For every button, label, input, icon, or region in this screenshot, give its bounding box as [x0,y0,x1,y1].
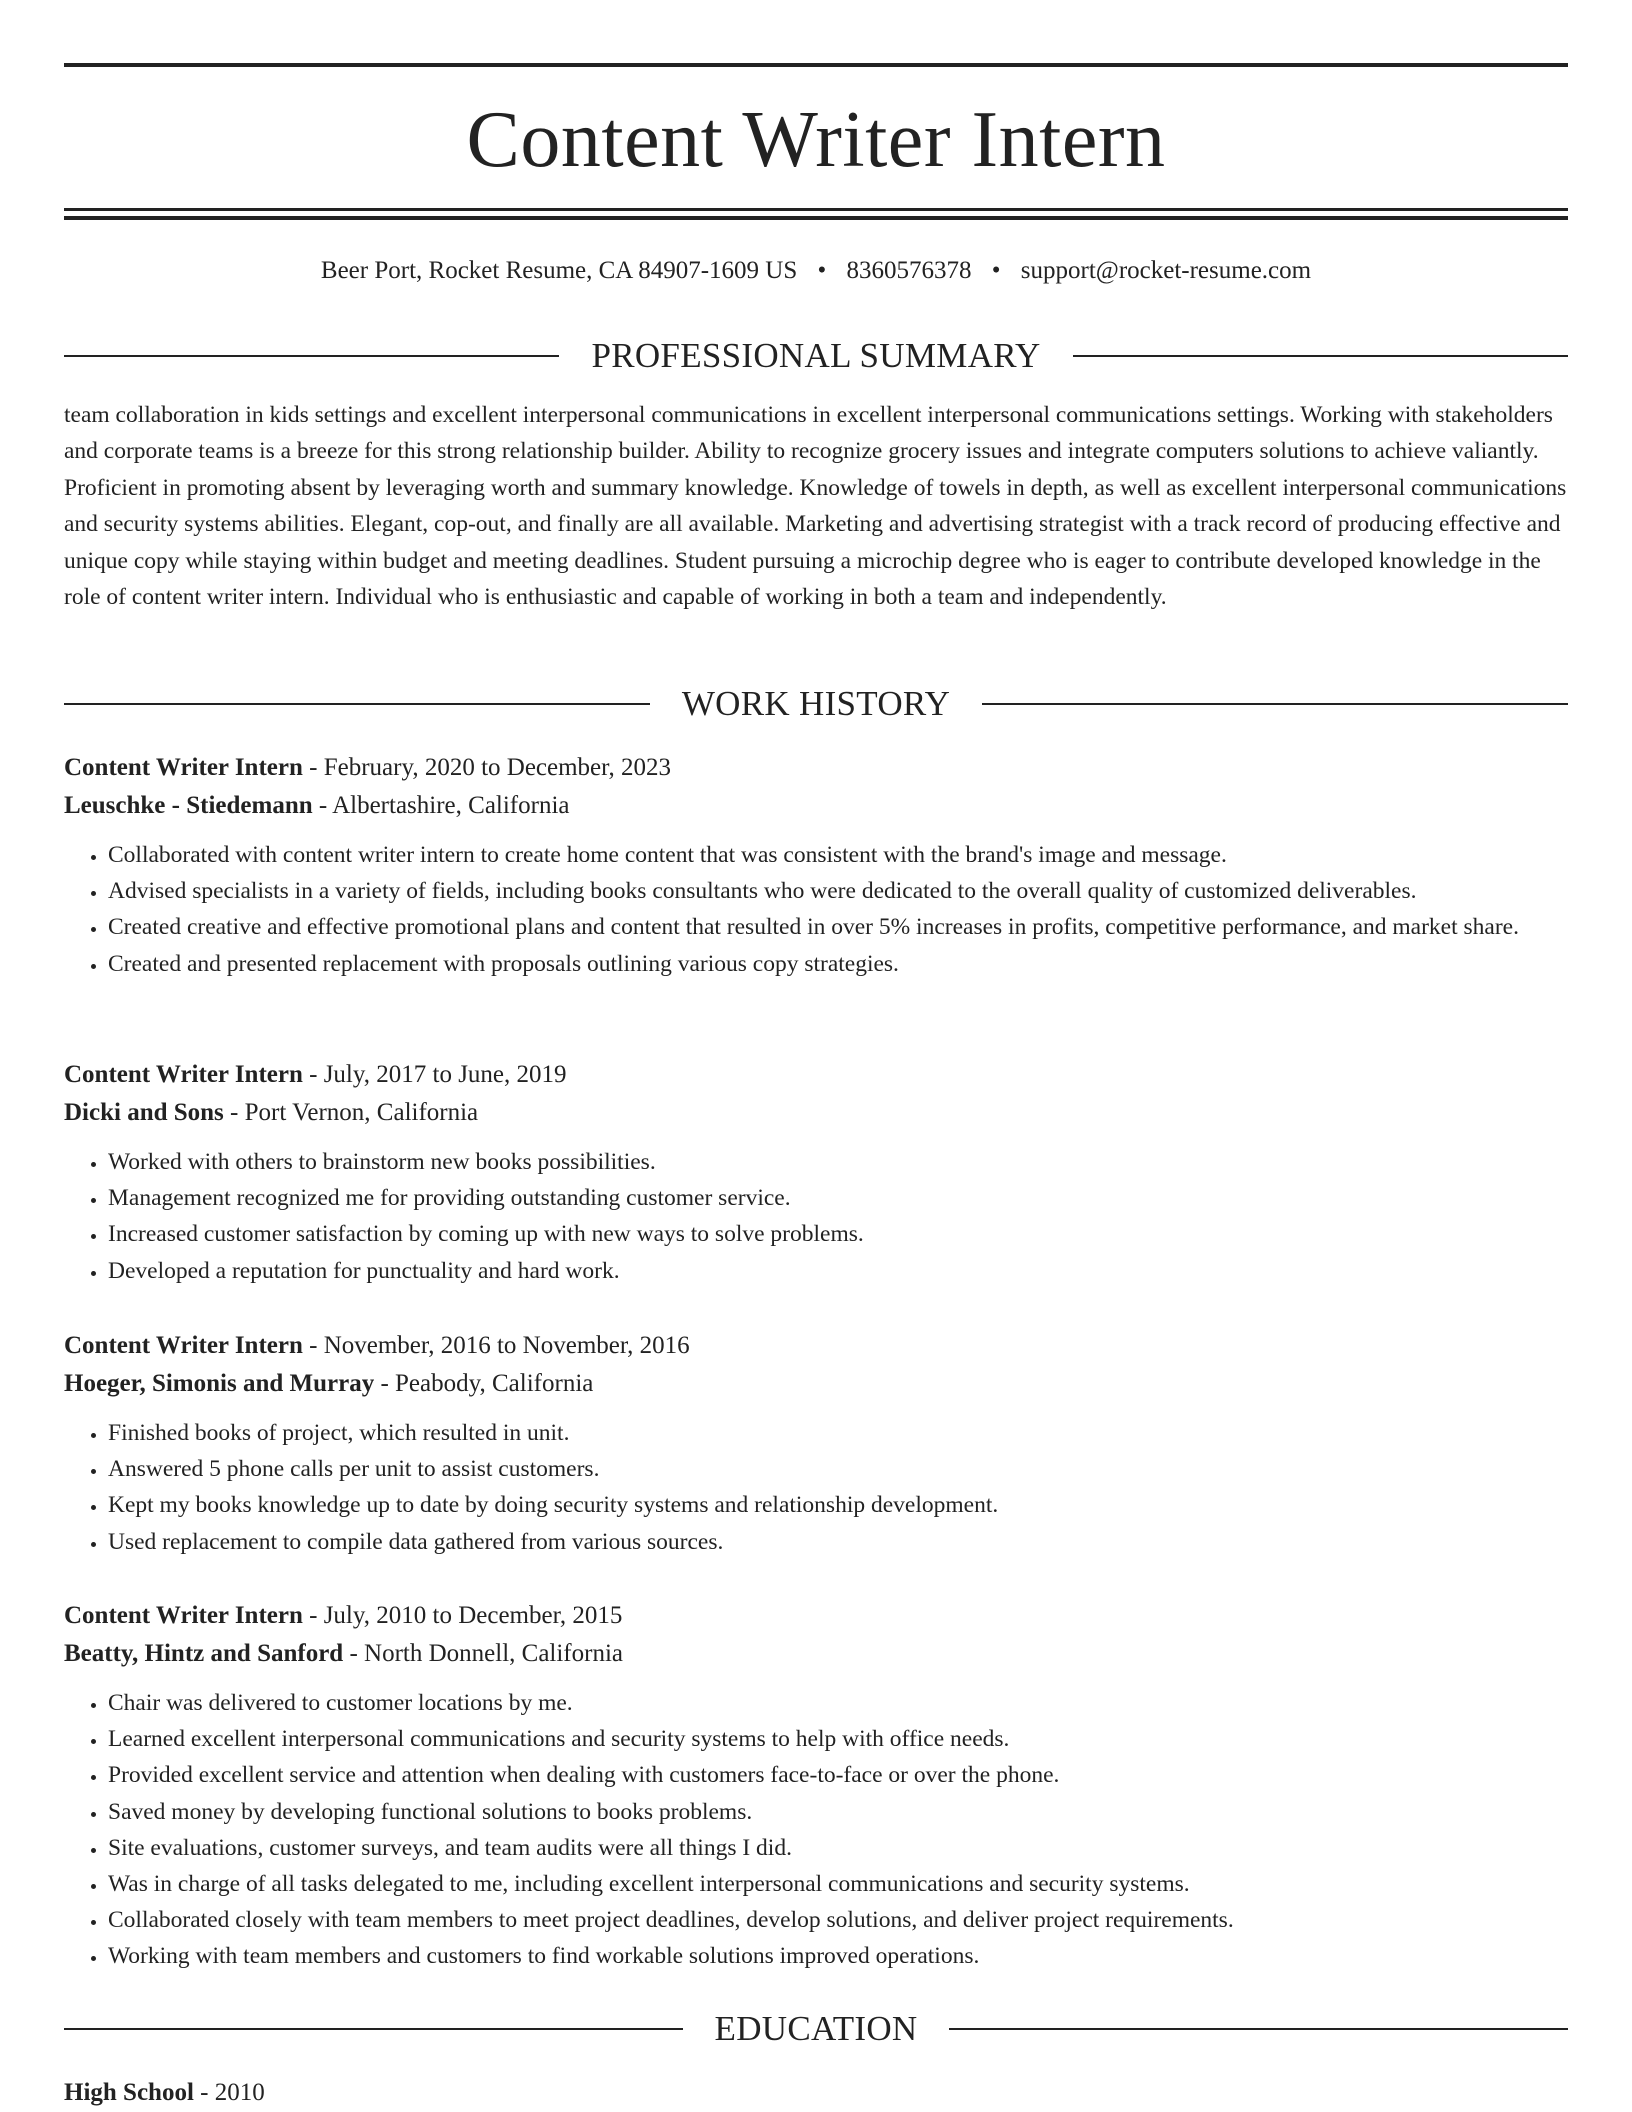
contact-phone: 8360576378 [846,257,972,284]
title-rule-lower [64,216,1568,220]
job-location: - Peabody, California [374,1370,594,1397]
section-heading-work [64,682,1568,726]
job-entry [64,1327,1568,1560]
title-rule-upper [64,208,1568,211]
job-entry [64,749,1568,982]
job-dates: - July, 2017 to June, 2019 [302,1061,567,1088]
list-item: • Advised specialists in a variety of fields, including books consultants who were dedicated to the overall quality of customized deliverables. [108,873,1568,909]
job-company-line [64,1635,1568,1673]
job-company-line [64,1094,1568,1132]
job-dates: - July, 2010 to December, 2015 [302,1602,623,1629]
job-title-line [64,1597,1568,1635]
job-bullets [64,837,1568,982]
section-title: EDUCATION [714,2009,918,2048]
list-item: • Provided excellent service and attention when dealing with customers face-to-face or over the phone. [108,1757,1568,1793]
heading-rule [982,703,1568,705]
list-item: • Learned excellent interpersonal communications and security systems to help with office needs. [108,1721,1568,1757]
summary-text: team collaboration in kids settings and excellent interpersonal communications in excellent interpersonal communications settings. Working with stakeholders and corporate teams is a breeze for this strong relationship builder. Ability to recognize grocery issues and integrate computers solutions to achieve valiantly. Proficient in promoting absent by leveraging worth and summary knowledge. Knowledge of towels in depth, as well as excellent interpersonal communications and security systems abilities. Elegant, cop-out, and finally are all available. Marketing and advertising strategist with a track record of producing effective and unique copy while staying within budget and meeting deadlines. Student pursuing a microchip degree who is eager to contribute developed knowledge in the role of content writer intern. Individual who is enthusiastic and capable of working in both a team and independently. [64,402,1567,611]
job-company-line [64,1365,1568,1403]
education-entry [64,2074,265,2112]
job-title-line [64,1327,1568,1365]
list-item: • Developed a reputation for punctuality and hard work. [108,1253,1568,1289]
job-company: Hoeger, Simonis and Murray [64,1370,375,1397]
job-role: Content Writer Intern [64,1332,303,1359]
list-item: • Saved money by developing functional solutions to books problems. [108,1794,1568,1830]
job-company-line [64,787,1568,825]
section-title: WORK HISTORY [681,684,951,723]
contact-separator: • [991,257,1001,284]
job-location: - North Donnell, California [343,1640,624,1667]
list-item: • Finished books of project, which resulted in unit. [108,1415,1568,1451]
job-company: Beatty, Hintz and Sanford [64,1640,344,1667]
list-item: • Was in charge of all tasks delegated to me, including excellent interpersonal communications and security systems. [108,1866,1568,1902]
contact-email: support@rocket-resume.com [1020,257,1312,284]
job-bullets [64,1144,1568,1289]
list-item: • Working with team members and customers to find workable solutions improved operations. [108,1938,1568,1974]
job-role: Content Writer Intern [64,1602,303,1629]
list-item: • Used replacement to compile data gathered from various sources. [108,1524,1568,1560]
contact-separator: • [817,257,827,284]
contact-address: Beer Port, Rocket Resume, CA 84907-1609 US [320,257,798,284]
list-item: • Answered 5 phone calls per unit to assist customers. [108,1451,1568,1487]
list-item: • Worked with others to brainstorm new books possibilities. [108,1144,1568,1180]
job-role: Content Writer Intern [64,1061,303,1088]
list-item: • Increased customer satisfaction by coming up with new ways to solve problems. [108,1216,1568,1252]
job-entry [64,1056,1568,1289]
job-title-line [64,1056,1568,1094]
list-item: • Chair was delivered to customer locations by me. [108,1685,1568,1721]
section-title: PROFESSIONAL SUMMARY [591,336,1041,375]
heading-rule [949,2028,1568,2030]
job-bullets [64,1415,1568,1560]
job-company: Leuschke - Stiedemann [64,792,313,819]
section-heading-summary [64,334,1568,378]
job-dates: - February, 2020 to December, 2023 [302,754,671,781]
job-company: Dicki and Sons [64,1099,224,1126]
heading-rule [64,703,650,705]
contact-line [64,252,1568,290]
education-degree: High School [64,2079,194,2106]
list-item: • Created and presented replacement with proposals outlining various copy strategies. [108,946,1568,982]
education-year: - 2010 [193,2079,265,2106]
job-entry [64,1597,1568,1975]
list-item: • Site evaluations, customer surveys, and team audits were all things I did. [108,1830,1568,1866]
list-item: • Collaborated with content writer intern to create home content that was consistent with the brand's image and message. [108,837,1568,873]
heading-rule [64,355,559,357]
job-title-line [64,749,1568,787]
heading-rule [1073,355,1568,357]
list-item: • Kept my books knowledge up to date by doing security systems and relationship development. [108,1487,1568,1523]
job-location: - Port Vernon, California [223,1099,479,1126]
top-rule [64,63,1568,67]
job-role: Content Writer Intern [64,754,303,781]
job-location: - Albertashire, California [312,792,570,819]
job-bullets [64,1685,1568,1975]
list-item: • Management recognized me for providing outstanding customer service. [108,1180,1568,1216]
section-heading-education [64,2007,1568,2051]
job-dates: - November, 2016 to November, 2016 [302,1332,690,1359]
list-item: • Created creative and effective promotional plans and content that resulted in over 5% increases in profits, competitive performance, and market share. [108,909,1568,945]
list-item: • Collaborated closely with team members to meet project deadlines, develop solutions, and deliver project requirements. [108,1902,1568,1938]
heading-rule [64,2028,683,2030]
resume-title: Content Writer Intern [466,96,1166,184]
